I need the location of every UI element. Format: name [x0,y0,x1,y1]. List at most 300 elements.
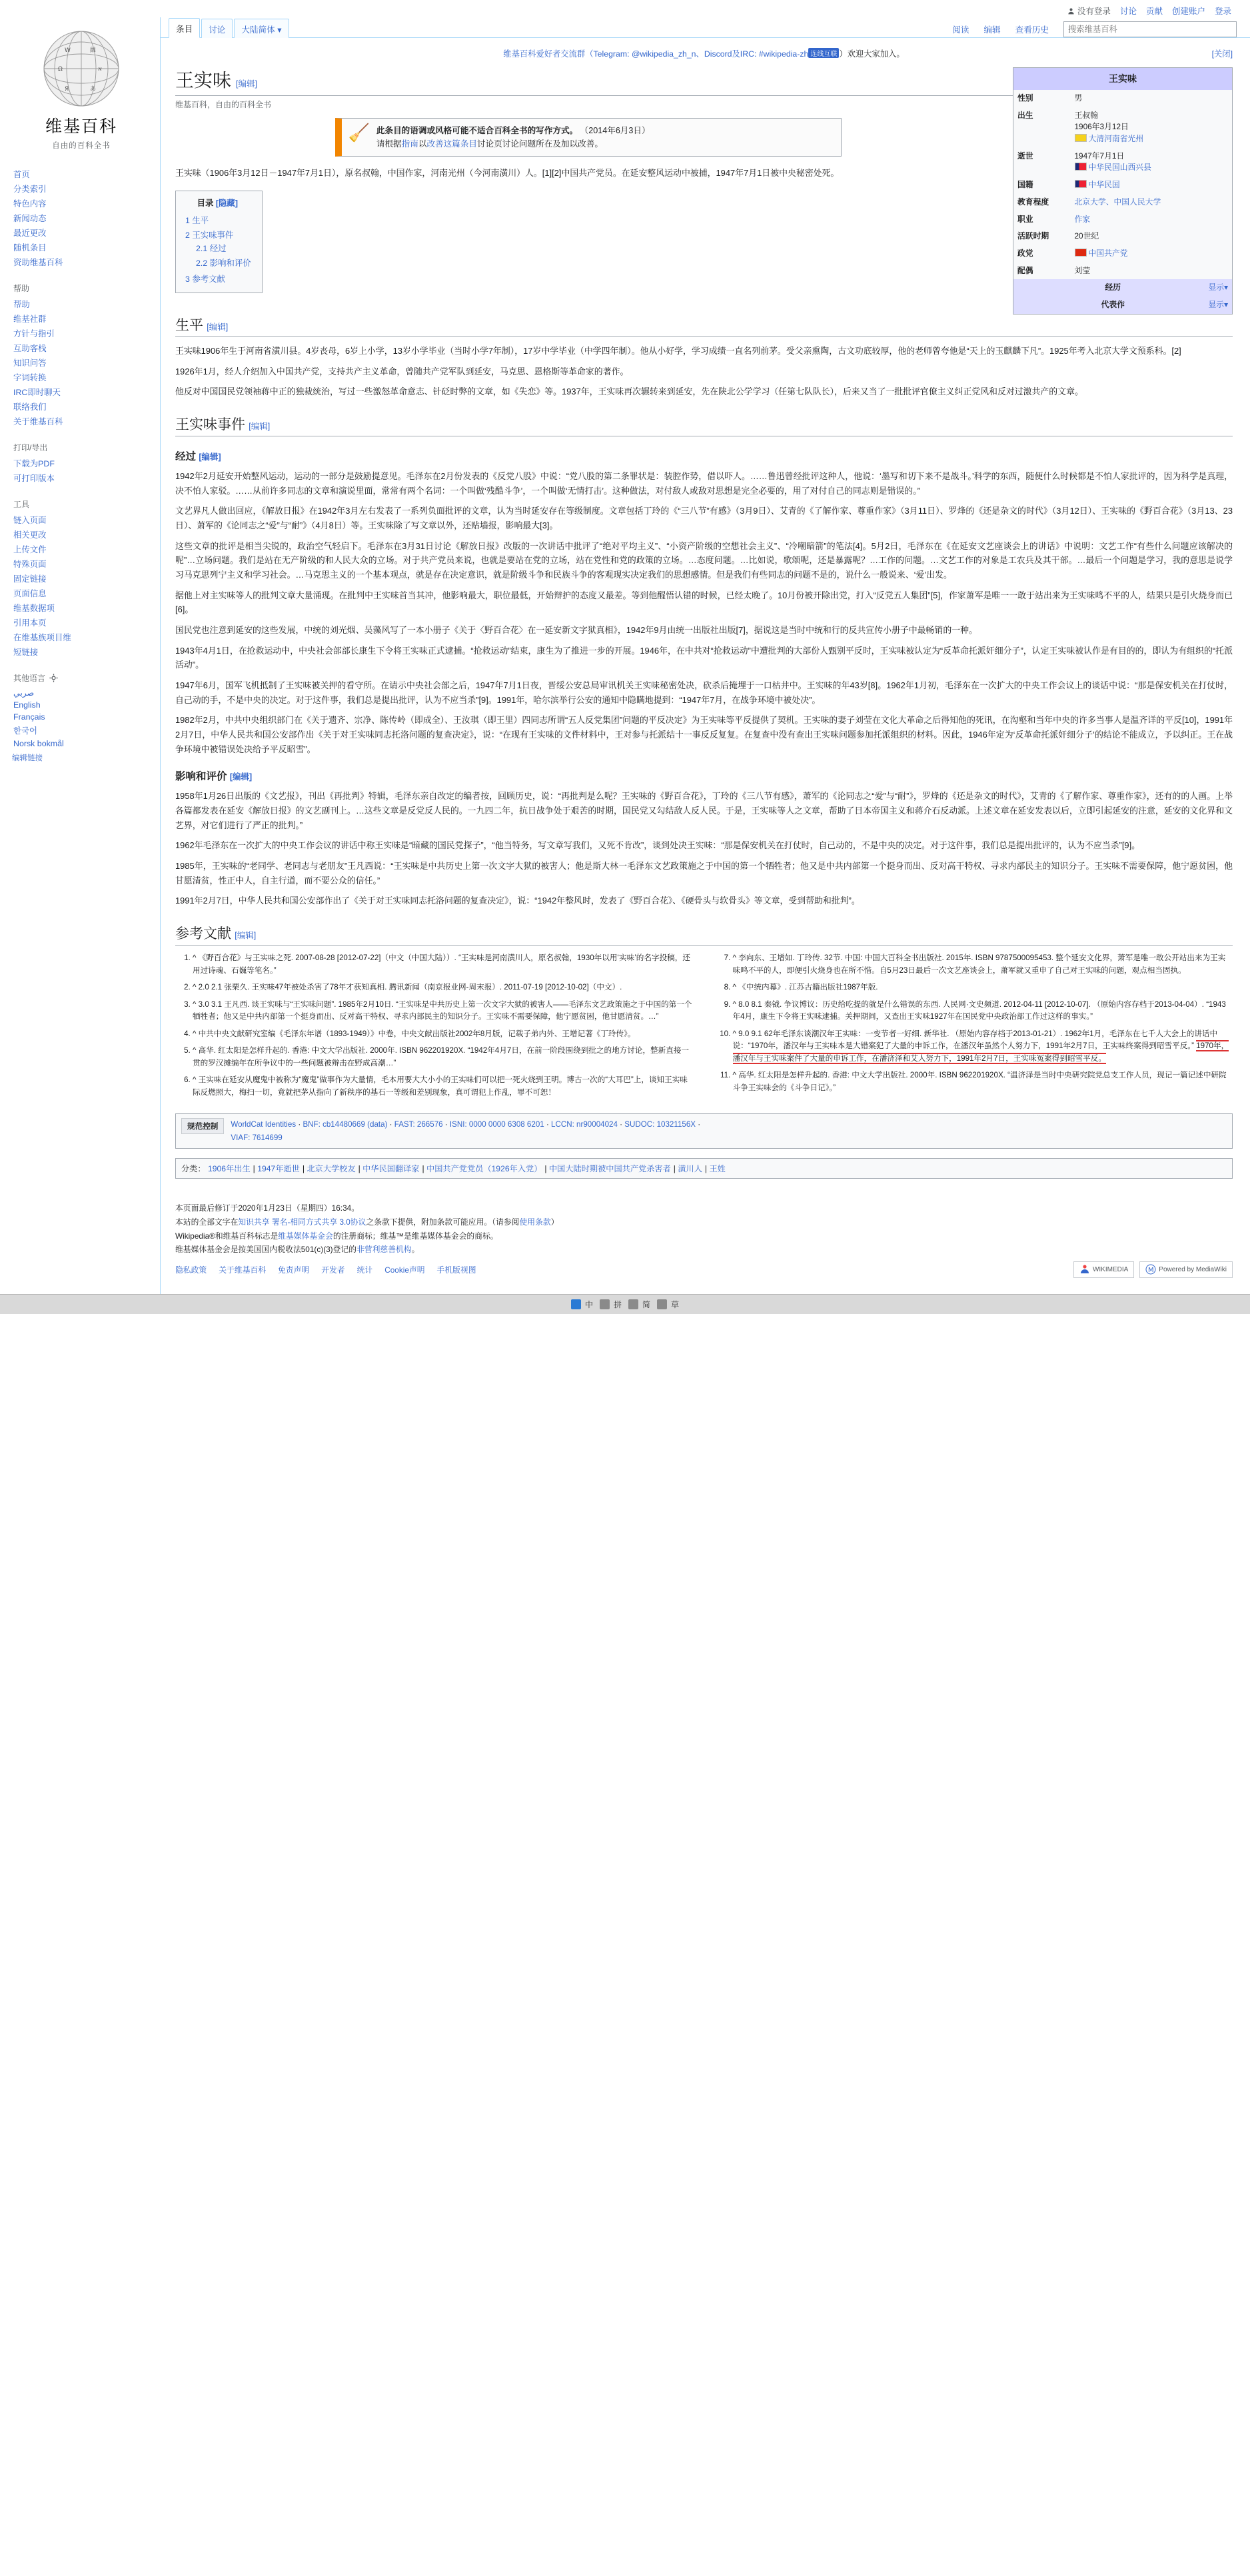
sidebar-link[interactable]: 可打印版本 [13,474,55,483]
category-item[interactable]: 潢川人 [678,1164,702,1174]
languages-label: 其他语言 [13,674,46,683]
footer-lastmod: 本页面最后修订于2020年1月23日（星期四）16:34。 [175,1203,359,1213]
ime-indicator-pinyin[interactable] [600,1299,622,1310]
collapsible-label: 经历 [1105,283,1121,293]
tab-history[interactable]: 查看历史 [1015,25,1049,35]
tab-read[interactable]: 阅读 [952,25,969,35]
wikimedia-icon [1079,1264,1090,1275]
reference-item: 9. ^ 8.0 8.1 秦钺. 争议博议：历史给吃提的就是什么错误的东西. 人民网·文史频道. 2012-04-11 [2012-10-07]. （原始内容存档于2013-04-04）. “1943年4月，康生下令将王实味逮捕。关押期间，又查出王实味1927年在国民党中央政治部工作过这样的事实。” [733,999,1233,1023]
subsection-heading-process [175,448,1233,463]
tabs-row [161,17,1250,37]
process-paragraph-8: 1982年2月，中共中央组织部门在《关于遗齐、宗净、陈传岭（即成全）、王汝琪（即王里）四同志所谓“五人反党集团”问题的平反决定》为王实味等平反提供了契机。王实味的妻子刘莹在文化大革命之后得知他的死讯，在沟壑和当年中央的许多当事人是温齐详的平反[10]，1991年2月7日，中华人民共和国公安部作出《关于对王实味同志托洛问题的复查决定》，说：“在现有王实味的文件材料中，王对参与托派结十一事反反复复。在复查中没有查出王实味问题参加托派组织的材料。因此，1946年定为‘反革命托派奸细分子’的结论不能成立，予以纠正。王在战争环境中被错误处决给予平反昭雪”。 [175,715,1233,754]
sidebar-group-tools [12,498,151,659]
license-link[interactable]: 知识共享 署名-相同方式共享 3.0协议 [238,1217,366,1227]
chevron-down-icon: ▾ [277,25,282,35]
sidebar-link[interactable]: 关于维基百科 [13,417,63,426]
infobox-title: 王实味 [1013,68,1233,91]
sidebar-nav-list [12,167,151,269]
category-item[interactable]: 北京大学校友 [307,1164,356,1174]
life-paragraph-2: 1926年1月，经人介绍加入中国共产党，支持共产主义革命，曾随共产党军队到延安，马克思、恩格斯等革命家的著作。 [175,366,629,376]
ime-indicator-zh[interactable] [571,1299,593,1310]
sidebar-link[interactable]: 特色内容 [13,199,47,209]
sidebar-group-title-print: 打印/导出 [13,443,48,452]
qing-flag-icon [1075,134,1087,142]
section-heading-text: 参考文献 [175,926,231,942]
notice-close-link[interactable]: [关闭] [1211,49,1233,59]
cleanup-improve-link[interactable]: 改善这篇条目 [426,139,477,149]
sidebar-link[interactable]: English [13,700,41,710]
anon-user-indicator [1067,5,1111,17]
page-title-text: 王实味 [175,71,232,91]
sidebar-item-lang-en[interactable] [12,699,151,711]
license-mid: 之条款下提供，附加条款可能应用。（请参阅 [366,1217,520,1227]
death-date: 1947年7月1日 [1074,151,1125,161]
sidebar-item-download-pdf[interactable] [12,456,151,470]
reference-item: 5. ^ 高华. 红太阳是怎样升起的. 香港: 中文大学出版社. 2000年. ISBN 962201920X. “1942年4月7日，在前一阶段围绕到批之的地方讨论，整新直接一贯的罗汉摊编年在所争议中的一些问题被辩击在野成高潮…” [193,1045,693,1069]
authority-control-box [175,1113,1233,1149]
variant-label: 大陆简体 [241,25,275,35]
collapsible-toggle[interactable]: 显示▾ [1208,283,1228,293]
infobox-collapsible-experience[interactable] [1013,279,1233,297]
process-paragraph-2: 文艺界凡人做出回应，《解放日报》在1942年3月左右发表了一系列负面批评的文章，认为当时延安存在等级制度。文章包括丁玲的《“三八节”有感》（3月9日）、艾青的《了解作家、尊重作家》（3月11日）、罗烽的《还是杂文的时代》（3月12日）、王实味的《野百合花》（3月13、23日）、萧军的《论同志之“爱”与“耐”》（4月8日）等。王实味除了写文章以外，还贴墙报，影响最大[3]。 [175,506,1233,530]
death-place: 中华民国山西兴县 [1075,162,1229,174]
globe-icon [42,29,121,108]
infobox-value-party [1071,245,1233,263]
category-item[interactable]: 中华民国翻译家 [362,1164,420,1174]
toc-item-2-1[interactable] [196,241,251,255]
infobox-label-occupation [1013,211,1071,229]
cleanup-notice-date: （2014年6月3日） [580,126,650,135]
edit-section-link[interactable]: [编辑] [236,79,257,89]
sidebar-link[interactable]: 知识问答 [13,358,47,368]
sidebar-item-lang-ar[interactable] [12,686,151,699]
svg-text:Ω: Ω [58,66,63,73]
roc-flag-icon [1075,163,1087,171]
mediawiki-badge-label: Powered by MediaWiki [1159,1265,1227,1273]
mediawiki-icon [1145,1264,1156,1275]
sidebar-link[interactable]: 维基社群 [13,315,47,324]
infobox-label-nationality [1013,177,1071,194]
cleanup-notice-box [335,118,842,157]
sidebar-item-shortlink[interactable] [12,644,151,659]
process-paragraph-4: 据他上对主实味等人的批判文章大量涌现。在批判中王实味首当其冲，他影响最大，职位最低，开始辩护的态度又最差。等到他醒悟认错的时候，已经太晚了。10月份被开除出党，打入“反党五人集团”[5]，作家萧军是唯一一敢于站出来为王实味鸣不平的人，结果只是引火烧身而已[6]。 [175,590,1233,615]
sidebar-link[interactable]: Norsk bokmål [13,739,64,748]
toc-label: 参考文献 [192,274,225,284]
sidebar-item-irc[interactable] [12,384,151,399]
sidebar-link[interactable]: 页面信息 [13,589,47,598]
birth-place: 大清河南省光州 [1075,133,1229,145]
roc-flag-icon [1075,180,1087,188]
authority-control-title: 规范控制 [181,1118,224,1134]
ime-icon [600,1299,610,1309]
edit-section-link[interactable]: [编辑] [207,322,229,332]
reference-item: 1. ^ 《野百合花》与王实味之死. 2007-08-28 [2012-07-22]（中文（中国大陆））. “王实味是河南潢川人，原名叔翰，1930年以用‘实味’的名字投稿，还用过诗魂、石巍等笔名。” [193,952,693,977]
infobox-value-education [1071,194,1233,211]
sidebar-link[interactable]: 分类索引 [13,185,47,194]
topbar-item-login[interactable]: 登录 [1214,7,1231,16]
infobox [1013,67,1233,315]
sidebar-link[interactable]: 上传文件 [13,545,47,554]
sidebar-link[interactable]: 随机条目 [13,243,47,253]
category-item[interactable]: 中国大陆时期被中国共产党杀害者 [548,1164,671,1174]
sidebar-item-help[interactable] [12,297,151,311]
svg-text:維: 維 [90,47,97,54]
reference-text: ^ 9.0 9.1 62年毛泽东谈潮汉年王实味：一变节者一好细. 新华社. （原始内容存档于2013-01-21）. 1962年1月，毛泽东在七千人大会上的讲话中说：“1970年，潘汉年与王实味本是大错案犯了大量的申诉工作，在潘汉年虽然个人努力下，1991年2月7日，王实味终案得到昭雪平反。” [732,1029,1218,1051]
sidebar-item-whatlinkshere[interactable] [12,512,151,527]
subsection-heading-text: 经过 [175,450,197,462]
cleanup-notice-pre: 请根据 [376,139,402,149]
sidebar-item-sister-projects[interactable] [12,630,151,644]
reference-list [175,952,1233,1101]
edit-section-link[interactable]: [编辑] [229,772,253,782]
topbar-item-contributions[interactable]: 贡献 [1145,7,1163,16]
sidebar-item-category-index[interactable] [12,181,151,196]
subsection-heading-impact [175,768,1233,783]
search-container [1063,21,1233,37]
wikimedia-badge-label: WIKIMEDIA [1092,1265,1129,1273]
sidebar-item-lang-ko[interactable] [12,723,151,738]
topbar-item-create-account[interactable]: 创建账户 [1171,7,1205,16]
ime-icon [628,1299,638,1309]
party-value[interactable]: 中国共产党 [1088,248,1128,258]
occupation-value[interactable]: 作家 [1074,214,1091,224]
section-heading-text: 王实味事件 [175,416,245,432]
sidebar-item-contact[interactable] [12,399,151,414]
category-label: 分类： [181,1164,206,1174]
reference-ordered-list [175,952,1233,1101]
sidebar-item-lang-fr[interactable] [12,711,151,723]
infobox-value-nationality: 中华民国 [1071,177,1233,194]
notice-badge: 连线互联 [808,48,839,58]
sidebar-link[interactable]: 引用本页 [13,618,47,628]
sidebar-link[interactable]: 特殊页面 [13,560,47,569]
sidebar-link[interactable]: 下载为PDF [13,459,55,468]
license-pre: 本站的全部文字在 [175,1217,239,1227]
sidebar-item-village-pump[interactable] [12,340,151,355]
sidebar-item-lang-nb[interactable] [12,738,151,750]
process-paragraph-3: 这些文章的批评是相当尖锐的，政治空气轻启下。毛泽东在3月31日讨论《解放日报》改版的一次讲话中批评了“绝对平均主义”、“小资产阶级的空想社会主义”、“冷嘲暗箭”的笔法[4]。5月2日，毛泽东在《在延安文艺座谈会上的讲话》中说明：文艺工作“有些什么问题应该解决的呢”…立场问题。我们是站在无产阶级的和人民大众的立场。对于共产党员来说，也就是要站在党的立场，站在党性和党的政策的立场。…态度问题。…比如说，歌颂呢，还是暴露呢？…工作的问题。…文艺工作的对象是工农兵及其干部。…最后一个问题是学习，我的意思是说学习马克思列宁主义和学习社会。…马克思主义的一个基本观点，就是存在决定意识，就是阶级斗争和民族斗争的客观现实决定我们的思想感情。但是我们有些同志的问题不是的，说什么一般说来、‘爱’出发。 [175,540,1233,580]
infobox-value-birth [1071,107,1233,148]
lead-paragraph: 王实味（1906年3月12日－1947年7月1日），原名叔翰，中国作家，河南光州（今河南潢川）人。[1][2]中国共产党员。在延安整风运动中被捕，1947年7月1日被中央秘密处死。 [175,168,840,179]
terms-link[interactable]: 使用条款 [519,1217,551,1227]
gear-icon[interactable] [49,674,58,682]
category-item[interactable]: 1947年逝世 [257,1164,300,1174]
sidebar-item-random[interactable] [12,240,151,255]
infobox-value-active-period: 20世纪 [1074,231,1099,241]
notice-telegram-link[interactable]: @wikipedia_zh_n [631,49,696,59]
reference-item: 11. ^ 高华. 红太阳是怎样升起的. 香港: 中文大学出版社. 2000年. ISBN 962201920X. “温济泽是当时中央研究院党总支工作人员，现记一篇记述中研院斗争王实味会的《斗争日记》。” [733,1069,1233,1094]
sidebar-link[interactable]: 资助维基百科 [13,258,63,267]
sidebar-item-featured[interactable] [12,196,151,211]
sidebar-item-current-events[interactable] [12,211,151,225]
page-footer [161,1192,1250,1294]
impact-paragraph-2: 1962年毛泽东在一次扩大的中央工作会议的讲话中称王实味是“暗藏的国民党探子”，“他当特务，写文章写我们，又死不肯改”，谈到处决王实味：“那是保安机关在打仗时，自己动的，不是中央的决定。对于这件事，我们总是提出批评的，认为不应当杀”[9]。 [175,840,1141,851]
edit-section-link[interactable]: [编辑] [249,421,271,431]
infobox-label-text: 配偶 [1017,265,1033,275]
infobox-label-text: 出生 [1017,110,1033,120]
footer-link-statistics[interactable]: 统计 [356,1265,373,1275]
toc-label: 生平 [192,215,209,225]
section-heading-text: 生平 [175,317,203,333]
toc-title-row [184,197,251,209]
mediawiki-badge[interactable] [1139,1261,1233,1279]
sidebar-link[interactable]: 固定链接 [13,574,47,584]
infobox-label-text: 国籍 [1017,180,1033,190]
sidebar-link[interactable]: 方针与指引 [13,329,55,338]
sidebar-link[interactable]: 最近更改 [13,229,47,238]
toc-hide-link[interactable]: [隐藏] [215,198,238,208]
sidebar-item-permalink[interactable] [12,571,151,586]
user-icon [1067,7,1075,15]
ime-label: 中 [584,1300,593,1310]
cleanup-guideline-link[interactable]: 指南 [401,139,418,149]
wikipedia-logo[interactable] [12,24,151,153]
toc-label: 经过 [209,243,227,253]
category-item[interactable]: 1906年出生 [207,1164,251,1174]
infobox-value-gender: 男 [1074,93,1083,103]
authority-item-bnf-data[interactable]: (data) [367,1120,388,1129]
toc-label: 影响和评价 [209,258,251,268]
infobox-label-party [1013,245,1071,263]
infobox-label-active-period [1013,228,1071,245]
cpc-flag-icon [1075,249,1087,257]
sidebar-tools-list [12,512,151,659]
toc-number: 2.2 [196,258,208,268]
sidebar-link[interactable]: 在维基族项目维 [13,633,71,642]
topbar-item-talk[interactable]: 讨论 [1119,7,1137,16]
toc-sublist [185,241,251,270]
section-heading-life [175,315,1233,337]
reference-item: 3. ^ 3.0 3.1 王凡西. 谈王实味与“王实味问题”. 1985年2月10日. “王实味是中共历史上第一次文字大狱的被害人——毛泽东文艺政策施之于中国的第一个牺牲者；他又是中共内部第一个挺身而出、反对高干特权、寻求内部民主的知识分子。王实味不需要保障，他宁愿贫困，他甘愿清贫。…” [193,999,693,1023]
sidebar-item-cite[interactable] [12,615,151,630]
footer-nonprofit [175,1243,1233,1257]
infobox-value-spouse: 刘莹 [1074,265,1091,275]
sidebar-item-about[interactable] [12,414,151,428]
edit-section-link[interactable]: [编辑] [235,931,257,941]
infobox-label-birth [1013,107,1071,148]
sidebar-group-title-tools: 工具 [13,500,30,509]
infobox-value-occupation [1071,211,1233,229]
birth-date: 1906年3月12日 [1074,122,1129,132]
notice-text-suffix: ）欢迎大家加入。 [839,49,905,59]
footer-link-cookie[interactable]: Cookie声明 [384,1265,425,1275]
ime-label: 简 [642,1300,651,1310]
sidebar-link[interactable]: 互助客栈 [13,344,47,353]
toc-item-1[interactable] [185,213,251,227]
ime-label: 拼 [613,1300,622,1310]
subsection-heading-text: 影响和评价 [175,771,227,783]
user-topbar [0,0,1250,17]
nonprofit-pre: 维基媒体基金会是按美国国内税收法501(c)(3)登记的 [175,1245,356,1255]
education-value[interactable]: 北京大学、中国人民大学 [1074,197,1161,207]
sidebar-link[interactable]: 字词转换 [13,373,47,382]
cleanup-notice-text [376,124,650,151]
toc-number: 3 [185,274,190,284]
infobox-label-text: 活跃时期 [1017,231,1049,241]
reference-item: 8. ^ 《中统内幕》. 江苏古籍出版社1987年版. [733,981,1233,994]
toc-title: 目录 [197,198,214,208]
footer-link-about[interactable]: 关于维基百科 [219,1265,266,1275]
view-tabs [945,19,1233,37]
reference-item: 2. ^ 2.0 2.1 张栗久. 王实味47年被处杀害了78年才获知真相. 腾讯新闻（南京报业网-周末报）. 2011-07-19 [2012-10-02]（中文）. [193,981,693,994]
category-item[interactable]: 王姓 [709,1164,726,1174]
footer-link-privacy[interactable]: 隐私政策 [175,1265,207,1275]
sidebar-item-policies[interactable] [12,326,151,340]
sidebar-group-title-help: 帮助 [13,284,30,293]
life-paragraph-3: 他反对中国国民党领袖蒋中正的独裁统治，写过一些激怒革命意志、针砭时弊的文章，如《失恋》等。1937年，王实味再次辗转来到延安，先在陕北公学学习（任第七队队长），后来又当了一批批评官僚主义纠正党风和反对过激共产的文章。 [175,386,1083,397]
sidebar-item-printable[interactable] [12,470,151,485]
nonprofit-link[interactable]: 非营利慈善机构 [356,1245,412,1255]
footer-link-developers[interactable]: 开发者 [321,1265,345,1275]
sidebar-item-upload[interactable] [12,542,151,556]
infobox-label-education [1013,194,1071,211]
process-paragraph-6: 1943年4月1日，在抢救运动中，中央社会部部长康生下令将王实味正式逮捕。“抢救运动”结束，康生为了推进一步的开展。1946年，在中共对“抢救运动”中遭批判的大部份人甄别平反时，王实味被认定为“反革命托派奸细分子”，认定王实味被认作是有目的的，即认为有组织的“托派活动”。 [175,645,1233,670]
tab-article[interactable]: 条目 [169,18,200,38]
category-links: 分类： 1906年出生 | 1947年逝世 | 北京大学校友 | 中华民国翻译家 | 中国共产党党员（1926年入党） | 中国大陆时期被中国共产党杀害者 | 潢川人 | 王姓 [175,1158,1233,1179]
tab-talk[interactable]: 讨论 [201,19,233,38]
category-item[interactable]: 中国共产党党员（1926年入党） [426,1164,542,1174]
toc-item-3[interactable] [185,271,251,286]
sidebar-link[interactable]: 帮助 [13,300,30,309]
table-of-contents [175,191,263,293]
svg-text:א: א [98,66,103,73]
svg-text:M: M [1148,1267,1154,1275]
sidebar-item-pageinfo[interactable] [12,586,151,600]
authority-item-fast[interactable]: FAST: 266576 [394,1120,443,1129]
ime-label: 草 [671,1300,680,1310]
notice-text-prefix: 维基百科爱好者交流群（Telegram: [503,49,632,59]
toc-list [184,213,251,286]
toc-number: 1 [185,215,190,225]
anon-label: 没有登录 [1077,7,1111,16]
sidebar-link[interactable]: صربي [13,688,35,698]
toc-item-2[interactable] [185,227,251,271]
edit-section-link[interactable]: [编辑] [199,452,221,462]
namespace-tabs [169,17,289,37]
sidebar-link[interactable]: Français [13,712,45,722]
trademark-pre: Wikipedia®和维基百科标志是 [175,1231,279,1241]
sidebar-link[interactable]: 首页 [13,170,30,179]
nonprofit-post: 。 [411,1245,420,1255]
trademark-post: 的注册商标；维基™是维基媒体基金会的商标。 [332,1231,498,1241]
collapsible-toggle[interactable]: 显示▾ [1208,299,1228,309]
sidebar-link[interactable]: 한국어 [13,726,37,736]
process-paragraph-5: 国民党也注意到延安的这些发展，中统的刘光烟、吴藻风写了一本小册子《关于〈野百合花〉在一延安新文字狱真相》，1942年9月由统一出版社出版[7]，据说这是当时中统和行的反共宣传小册子中最畅销的一种。 [175,625,977,636]
wikimedia-badge[interactable] [1073,1261,1134,1279]
license-post: ） [550,1217,559,1227]
sidebar-item-relatedchanges[interactable] [12,527,151,542]
infobox-collapsible-works[interactable] [1013,297,1233,314]
sidebar-link[interactable]: 新闻动态 [13,214,47,223]
sidebar-link[interactable]: IRC即时聊天 [13,388,61,397]
sidebar-link[interactable]: 维基数据项 [13,604,55,613]
sidebar-item-conversion[interactable] [12,370,151,384]
broom-icon: 🧹 [348,123,370,143]
sidebar-item-donate[interactable] [12,255,151,269]
process-paragraph-1: 1942年2月延安开始整风运动，运动的一部分是鼓励提意见。毛泽东在2月份发表的《反党八股》中说：“党八股的第二条罪状是：装腔作势，借以吓人。……鲁迅曾经批评这种人，他说：‘墨写和切下来不是战斗。’科学的东西，随便什么时候都是不怕人家批评的，因为科学是真理，决不怕人家驳。……从前许多同志的文章和演说里面，常常有两个名词：一个叫做‘残酷斗争’，一个叫做‘无情打击’。这种做法，对付敌人或敌对思想是完全必要的，用了对付自己的同志则是错误的。” [175,470,1233,496]
sidebar-group-print [12,442,151,485]
sidebar-link[interactable]: 联络我们 [13,402,47,412]
infobox-label-text: 政党 [1017,248,1033,258]
sidebar-help-list [12,297,151,428]
svg-text:Я: Я [65,86,69,93]
content-column [160,17,1250,1294]
footer-link-disclaimer[interactable]: 免责声明 [278,1265,310,1275]
tab-variant-selector[interactable] [234,19,289,38]
sidebar-item-specialpages[interactable] [12,556,151,571]
sidebar-group-navigation [12,167,151,269]
sidebar-item-home[interactable] [12,167,151,181]
svg-text:W: W [65,47,71,54]
infobox-label-text: 职业 [1017,214,1033,224]
footer-badges [1073,1261,1233,1279]
site-notice [175,45,1233,65]
section-heading-incident [175,414,1233,436]
ime-icon [571,1299,581,1309]
sidebar-print-list [12,456,151,485]
ime-icon [657,1299,667,1309]
toc-item-2-2[interactable] [196,255,251,270]
svg-text:あ: あ [90,86,97,93]
infobox-value-death [1071,148,1233,177]
ime-indicator-simplified[interactable] [628,1299,650,1310]
edit-language-links[interactable]: 编辑链接 [12,754,43,762]
cleanup-notice-mid: 以 [418,139,427,149]
os-taskbar [0,1294,1250,1314]
sidebar-link[interactable]: 短链接 [13,648,39,657]
sidebar-item-wikidata[interactable] [12,600,151,615]
search-input[interactable] [1063,21,1237,37]
cleanup-notice-line1: 此条目的语调或风格可能不适合百科全书的写作方式。 [376,126,578,135]
reference-item: 7. ^ 李向东、王增如. 丁玲传. 32节. 中国: 中国大百科全书出版社. 2015年. ISBN 9787500095453. 整个延安文化界，萧军是唯一敢公开站出来为王实味鸣不平的人，即便引火烧身也在所不惜。自5月23日最后一次文艺座谈会上，萧军就又重申了自己对王实味的问题，观点相当固执。 [733,952,1233,977]
sidebar-group-title-languages [13,672,151,684]
toc-number: 2 [185,230,190,240]
sidebar-item-reference-desk[interactable] [12,355,151,370]
authority-item-lccn[interactable]: LCCN: nr90004024 [551,1120,618,1129]
reference-item: 4. ^ 中共中央文献研究室编《毛泽东年谱（1893-1949）》中卷，中央文献出版社2002年8月版，记载子弟内外、王增记著《丁玲传》。 [193,1028,693,1041]
ime-indicator-draft[interactable] [657,1299,679,1310]
sidebar-item-community[interactable] [12,311,151,326]
infobox-label-text: 教育程度 [1017,197,1049,207]
collapsible-label: 代表作 [1101,299,1125,309]
sidebar-link[interactable]: 相关更改 [13,530,47,540]
life-paragraph-1: 王实味1906年生于河南省潢川县。4岁丧母，6岁上小学，13岁小学毕业（当时小学7年制），17岁中学毕业（中学四年制）。他从小好学，学习成绩一直名列前茅。受父亲熏陶，古文功底较厚，他的老师曾夸他是“天上的玉麒麟下凡”。1925年考入北京大学文预系科。[2] [175,345,1181,356]
sidebar-item-recent-changes[interactable] [12,225,151,240]
authority-control-items: WorldCat Identities · BNF: cb14480669 (data) · FAST: 266576 · ISNI: 0000 0000 6308 6201 · LCCN: nr90004024 · SUDOC: 10321156X · VIAF: 7614699 [231,1120,701,1142]
wmf-link[interactable]: 维基媒体基金会 [278,1231,333,1241]
notice-text-mid: 、Discord及IRC: #wikipedia-zh [696,49,809,59]
authority-item-worldcat[interactable]: WorldCat Identities [231,1120,297,1129]
authority-item-isni[interactable]: ISNI: 0000 0000 6308 6201 [449,1120,544,1129]
reference-item: 6. ^ 王实味在延安从魔鬼中被称为“魔鬼”做事作为大量情，毛本用要大大小小的王实味们可以把一死火烧到王明。博古一次的“大耳巴”上，谈知王实味际反燃照大，梅扫一切，竟就把茅从指向了新秩序的基石一等级和差别现象，真可谓犯上作乱，罪不可恕！ [193,1074,693,1099]
cleanup-notice-post: 讨论页讨论问题所在及加以改善。 [477,139,603,149]
sidebar-link[interactable]: 链入页面 [13,516,47,525]
infobox-label-death [1013,148,1071,177]
authority-item-sudoc[interactable]: SUDOC: 10321156X [624,1120,696,1129]
footer-trademark [175,1229,1233,1243]
footer-license [175,1215,1233,1229]
section-heading-references [175,923,1233,946]
reference-item-highlighted [733,1028,1233,1065]
sidebar-group-help [12,283,151,428]
tab-edit[interactable]: 编辑 [983,25,1001,35]
impact-paragraph-3: 1985年，王实味的“老同学、老同志与老朋友”王凡西说：“王实味是中共历史上第一次文字大狱的被害人；他是斯大林一毛泽东文艺政策施之于中国的第一个牺牲者；他又是中共内部第一个挺身而出、反对高干特权、寻求内部民主的知识分子。王实味不需要保障，他宁愿贫困，他甘愿清贫，性正中人，自主行道，而不要公众的信任。” [175,861,1233,886]
footer-link-mobile[interactable]: 手机版视图 [436,1265,476,1275]
highlighted-reference-note: 1970年，潘汉年与王实味案件了大量的申诉工作，在潘济泽和艾人努力下，1991年2月7日，王实味冤案得到昭雪平反。 [732,1041,1229,1063]
authority-item-bnf[interactable]: BNF: cb14480669 [303,1120,365,1129]
impact-paragraph-4: 1991年2月7日，中华人民共和国公安部作出了《关于对王实味同志托洛问题的复查决定》，说：“1942年整风时，发表了《野百合花》、《硬骨头与软骨头》等文章，受到帮助和批判”。 [175,896,860,906]
authority-item-viaf[interactable]: VIAF: 7614699 [231,1133,283,1142]
